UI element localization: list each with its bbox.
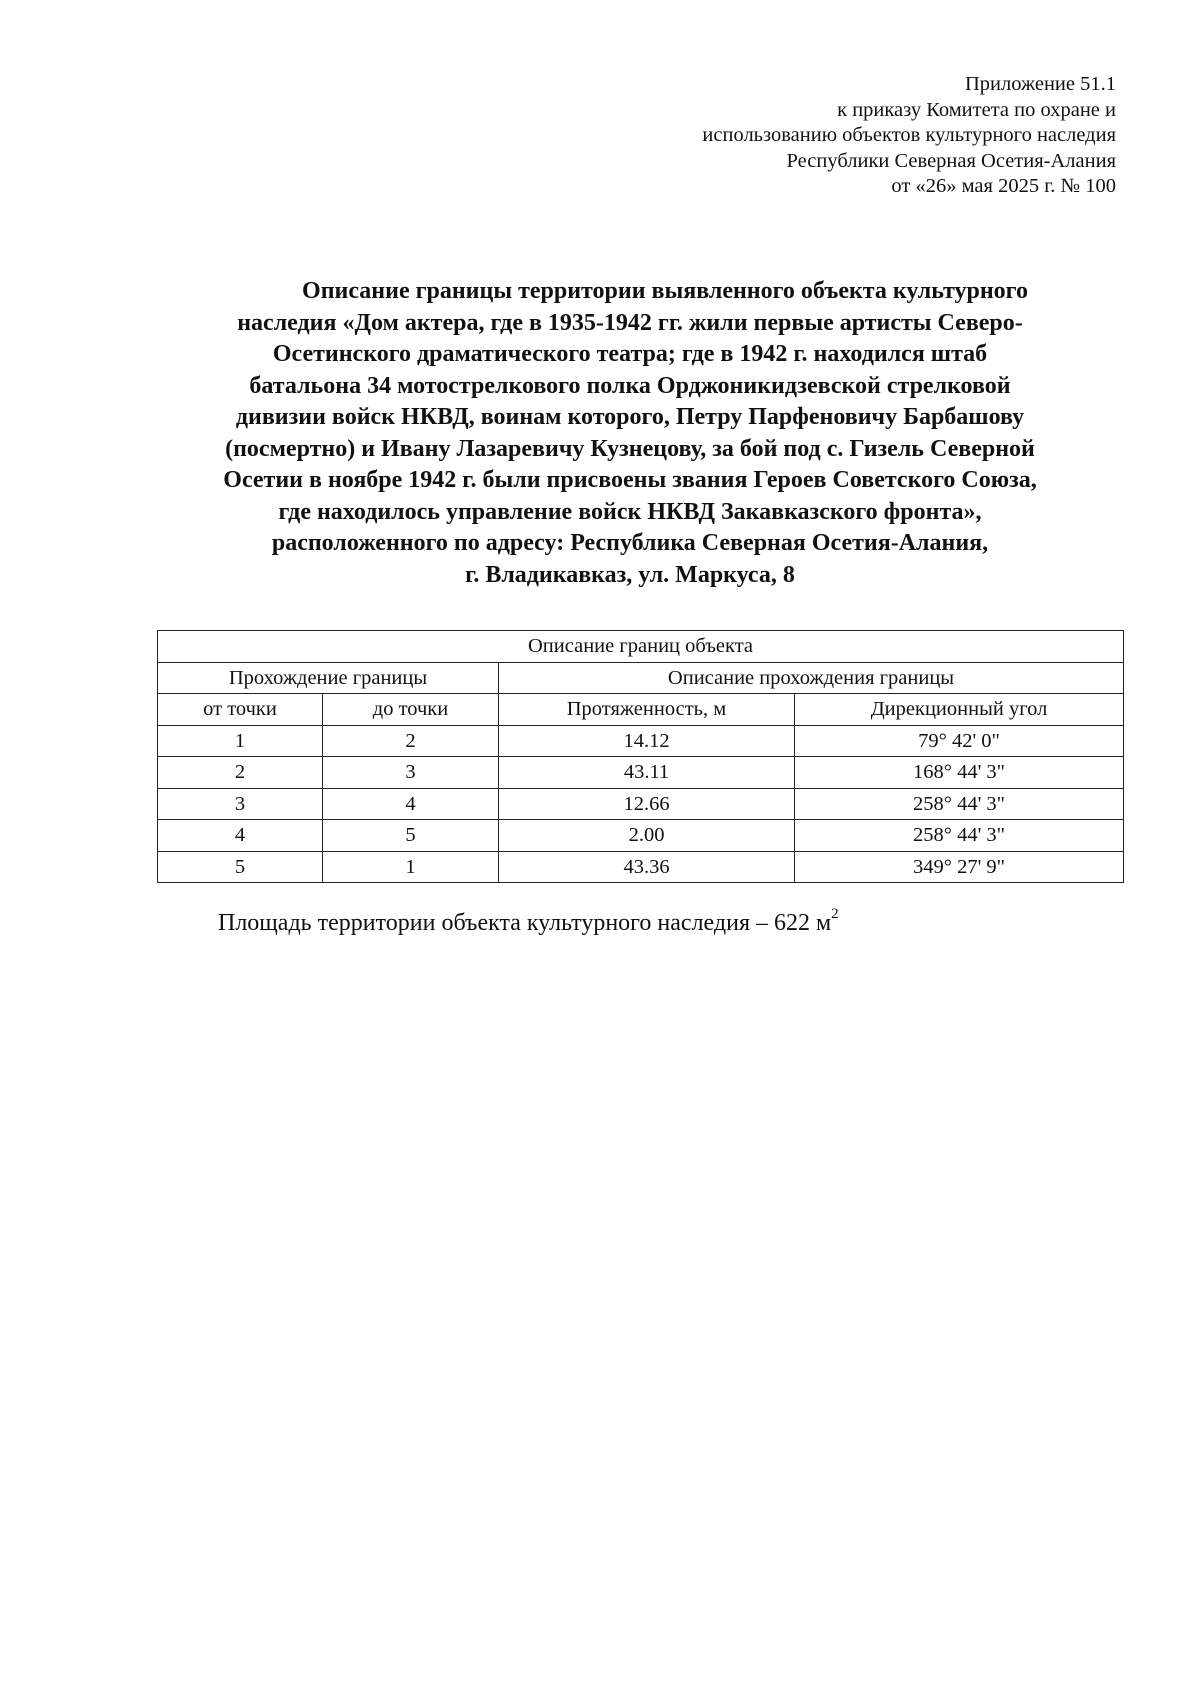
appendix-header bbox=[702, 72, 1116, 200]
column-header-from-point: от точки bbox=[158, 694, 323, 726]
cell-from-point: 4 bbox=[158, 820, 323, 852]
appendix-line-2: к приказу Комитета по охране и bbox=[837, 98, 1116, 121]
cell-to-point: 1 bbox=[323, 851, 499, 883]
appendix-line-5: от «26» мая 2025 г. № 100 bbox=[891, 175, 1116, 197]
cell-angle: 258° 44' 3" bbox=[795, 788, 1124, 820]
group-header-description: Описание прохождения границы bbox=[499, 662, 1124, 694]
table-row bbox=[158, 788, 1124, 820]
table-column-header-row bbox=[158, 694, 1124, 726]
appendix-line-1: Приложение 51.1 bbox=[964, 73, 1116, 95]
cell-angle: 168° 44' 3" bbox=[795, 757, 1124, 789]
appendix-line-3: использованию объектов культурного наследия bbox=[702, 124, 1116, 146]
table-row bbox=[158, 757, 1124, 789]
cell-angle: 79° 42' 0" bbox=[795, 725, 1124, 757]
cell-to-point: 4 bbox=[323, 788, 499, 820]
cell-length: 2.00 bbox=[499, 820, 795, 852]
table-row bbox=[158, 820, 1124, 852]
appendix-line-4: Республики Северная Осетия-Алания bbox=[786, 149, 1116, 172]
cell-from-point: 5 bbox=[158, 851, 323, 883]
cell-from-point: 3 bbox=[158, 788, 323, 820]
cell-length: 43.11 bbox=[499, 757, 795, 789]
title-line-5: дивизии войск НКВД, воинам которого, Петру Парфеновичу Барбашову bbox=[235, 404, 1025, 430]
title-line-10: г. Владикавказ, ул. Маркуса, 8 bbox=[465, 561, 795, 588]
column-header-to-point: до точки bbox=[323, 694, 499, 726]
cell-angle: 258° 44' 3" bbox=[795, 820, 1124, 852]
title-line-7: Осетии в ноябре 1942 г. были присвоены звания Героев Советского Союза, bbox=[223, 467, 1037, 493]
cell-from-point: 1 bbox=[158, 725, 323, 757]
cell-from-point: 2 bbox=[158, 757, 323, 789]
title-line-9: расположенного по адресу: Республика Северная Осетия-Алания, bbox=[271, 530, 989, 556]
table-caption: Описание границ объекта bbox=[158, 631, 1124, 663]
boundary-table bbox=[157, 630, 1124, 883]
group-header-passage: Прохождение границы bbox=[158, 662, 499, 694]
column-header-angle: Дирекционный угол bbox=[795, 694, 1124, 726]
column-header-length: Протяженность, м bbox=[499, 694, 795, 726]
title-line-2: наследия «Дом актера, где в 1935-1942 гг. жили первые артисты Северо- bbox=[237, 309, 1023, 336]
title-line-1: Описание границы территории выявленного объекта культурного bbox=[302, 278, 1028, 304]
cell-length: 14.12 bbox=[499, 725, 795, 757]
cell-length: 12.66 bbox=[499, 788, 795, 820]
table-row bbox=[158, 851, 1124, 883]
area-superscript: 2 bbox=[831, 906, 839, 922]
cell-to-point: 3 bbox=[323, 757, 499, 789]
title-line-8: где находилось управление войск НКВД Закавказского фронта», bbox=[278, 498, 982, 525]
title-line-4: батальона 34 мотострелкового полка Орджоникидзевской стрелковой bbox=[249, 372, 1011, 399]
table-caption-row bbox=[158, 631, 1124, 663]
cell-angle: 349° 27' 9" bbox=[795, 851, 1124, 883]
area-text: Площадь территории объекта культурного наследия – 622 м bbox=[218, 910, 832, 936]
table-group-header-row bbox=[158, 662, 1124, 694]
cell-length: 43.36 bbox=[499, 851, 795, 883]
document-title bbox=[150, 276, 1110, 591]
table-row bbox=[158, 725, 1124, 757]
title-line-3: Осетинского драматического театра; где в 1942 г. находился штаб bbox=[272, 341, 988, 367]
cell-to-point: 2 bbox=[323, 725, 499, 757]
area-statement bbox=[218, 906, 839, 937]
cell-to-point: 5 bbox=[323, 820, 499, 852]
title-line-6: (посмертно) и Ивану Лазаревичу Кузнецову, за бой под с. Гизель Северной bbox=[225, 435, 1035, 462]
